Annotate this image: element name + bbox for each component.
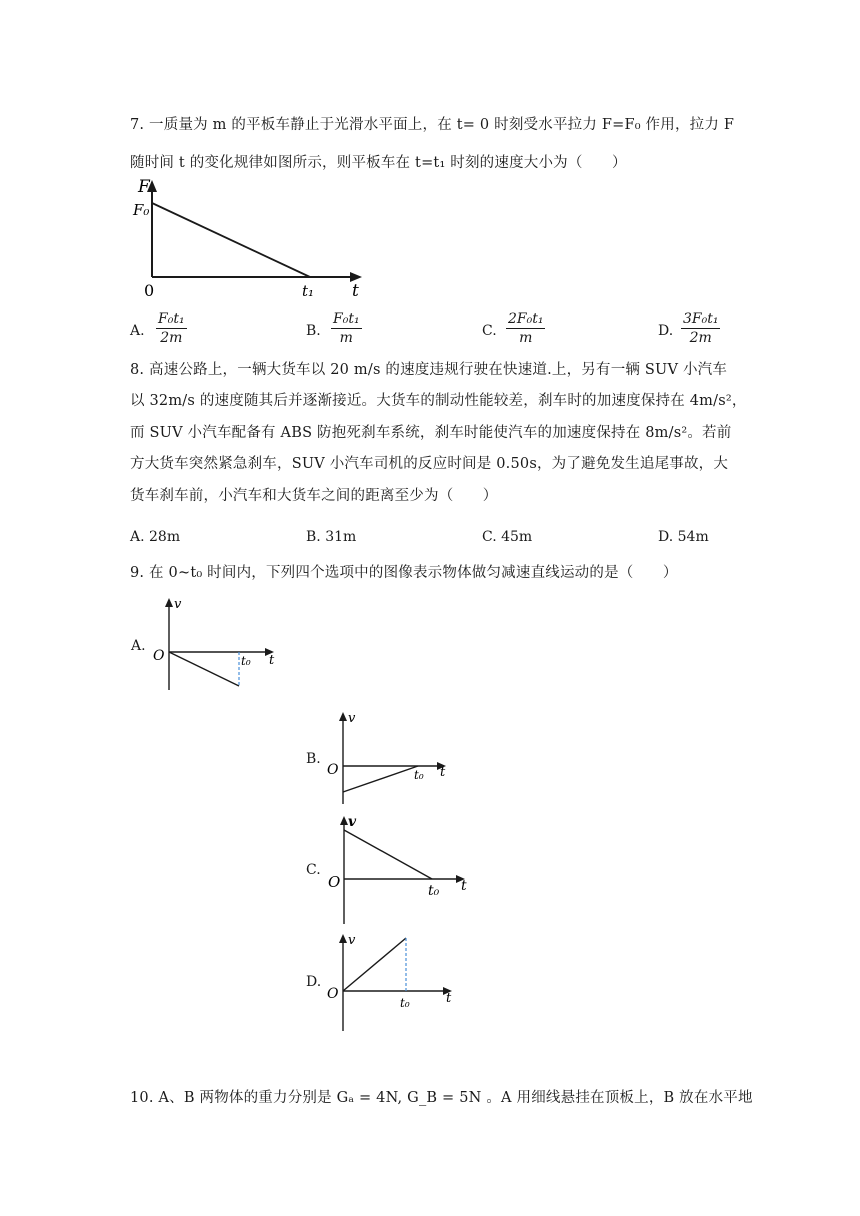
q8-line-2: 以 32m/s 的速度随其后并逐渐接近。大货车的制动性能较差，刹车时的加速度保持在 4m/s²，: [130, 393, 747, 409]
q7-option-b-fraction: $\frac{\text{F₀t₁}}{m}$: [333, 311, 360, 346]
q7-option-c-fraction: $\frac{\text{2F₀t₁}}{m}$: [508, 311, 544, 346]
q7-option-d-label: D.: [658, 323, 674, 339]
q7-option-b-label: B.: [306, 323, 321, 339]
q9-b-origin: O: [327, 762, 339, 778]
q9-a-axis-v: v: [174, 597, 182, 612]
q9-c-tick-t0: t₀: [428, 883, 440, 899]
q7-line-2: 随时间 t 的变化规律如图所示，则平板车在 t=t₁ 时刻的速度大小为（ ）: [130, 155, 627, 171]
q9-option-c-graph: [322, 812, 472, 927]
q7-line-1: 7. 一质量为 m 的平板车静止于光滑水平面上，在 t= 0 时刻受水平拉力 F=F₀ 作用，拉力 F: [130, 117, 735, 133]
q9-option-d-label: D.: [306, 974, 322, 990]
q9-option-b-label: B.: [306, 751, 321, 767]
q8-line-4: 方大货车突然紧急刹车，SUV 小汽车司机的反应时间是 0.50s，为了避免发生追尾事故，大: [130, 456, 729, 472]
q7-tick-f0: F₀: [133, 201, 150, 219]
q9-c-axis-v: v: [348, 814, 357, 830]
q9-a-axis-t: t: [269, 653, 275, 668]
q9-option-a-label: A.: [131, 638, 146, 654]
q9-a-tick-t0: t₀: [241, 654, 251, 668]
q8-line-1: 8. 高速公路上，一辆大货车以 20 m/s 的速度违规行驶在快速道.上，另有一辆 SUV 小汽车: [130, 362, 728, 378]
q9-c-origin: O: [328, 873, 341, 891]
q9-line-1: 9. 在 0~t₀ 时间内，下列四个选项中的图像表示物体做匀减速直线运动的是（ ）: [130, 565, 678, 581]
q9-option-b-graph: [322, 706, 457, 806]
q9-d-axis-t: t: [446, 991, 452, 1006]
q9-c-axis-t: t: [461, 878, 467, 894]
q8-option-d: D. 54m: [658, 529, 709, 545]
q8-option-b: B. 31m: [306, 529, 357, 545]
q8-line-5: 货车刹车前，小汽车和大货车之间的距离至少为（ ）: [130, 488, 498, 504]
q7-option-a-label: A.: [130, 323, 145, 339]
q7-origin-label: 0: [144, 281, 155, 300]
q7-axis-f-label: F: [138, 177, 150, 197]
q9-option-a-graph: [148, 592, 283, 692]
q7-option-c-label: C.: [482, 323, 497, 339]
q9-d-tick-t0: t₀: [400, 996, 410, 1010]
q7-axis-t-label: t: [352, 281, 359, 301]
q9-b-axis-t: t: [440, 765, 446, 780]
q9-d-axis-v: v: [348, 933, 356, 948]
q9-option-c-label: C.: [306, 862, 321, 878]
q7-tick-t1: t₁: [302, 282, 315, 300]
q8-option-c: C. 45m: [482, 529, 533, 545]
q8-line-3: 而 SUV 小汽车配备有 ABS 防抱死刹车系统，刹车时能使汽车的加速度保持在 8m/s²。若前: [130, 425, 732, 441]
q9-d-origin: O: [327, 986, 339, 1002]
q7-option-d-fraction: $\frac{\text{3F₀t₁}}{2m}$: [683, 311, 719, 346]
q7-option-a-fraction: $\frac{\text{F₀t₁}}{2m}$: [158, 311, 185, 346]
q9-b-axis-v: v: [348, 711, 356, 726]
q10-line-1: 10. A、B 两物体的重力分别是 Gₐ = 4N, G_B = 5N 。A 用细线悬挂在顶板上，B 放在水平地: [130, 1090, 753, 1106]
q9-b-tick-t0: t₀: [414, 768, 424, 782]
q8-option-a: A. 28m: [130, 529, 181, 545]
q9-a-origin: O: [153, 648, 165, 664]
q7-force-time-graph: [130, 172, 380, 302]
q9-option-d-graph: [322, 928, 462, 1033]
